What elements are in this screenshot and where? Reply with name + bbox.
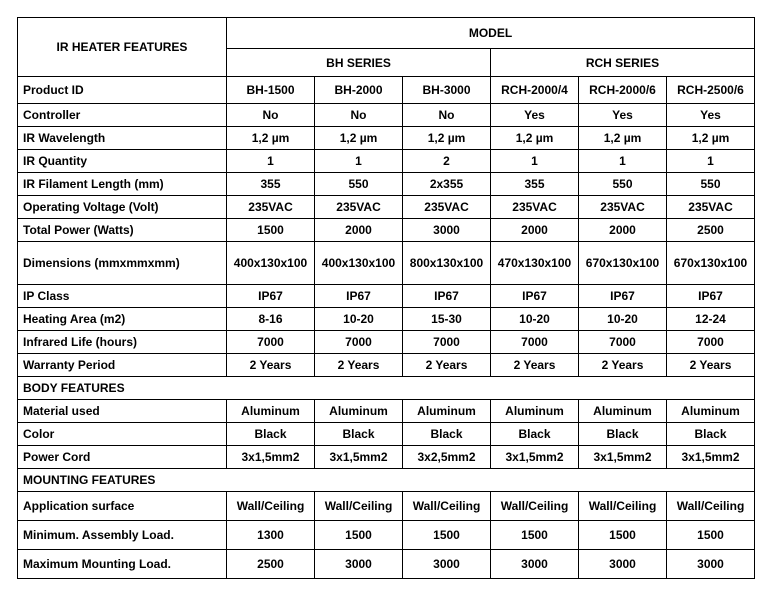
- table-cell: 550: [579, 173, 667, 196]
- table-cell: 3x1,5mm2: [579, 446, 667, 469]
- table-cell: Yes: [491, 104, 579, 127]
- table-cell: 2000: [315, 219, 403, 242]
- table-cell: 1300: [227, 521, 315, 550]
- table-cell: 1,2 µm: [315, 127, 403, 150]
- row-label: Dimensions (mmxmmxmm): [18, 242, 227, 285]
- table-cell: 2500: [667, 219, 755, 242]
- table-cell: 1500: [579, 521, 667, 550]
- table-row: [18, 423, 755, 446]
- table-cell: 1500: [315, 521, 403, 550]
- features-title: IR HEATER FEATURES: [18, 18, 227, 77]
- table-cell: 550: [315, 173, 403, 196]
- table-cell: 2 Years: [403, 354, 491, 377]
- table-cell: 3x1,5mm2: [227, 446, 315, 469]
- table-cell: 1,2 µm: [403, 127, 491, 150]
- table-cell: Black: [227, 423, 315, 446]
- table-row: [18, 127, 755, 150]
- row-label: IP Class: [18, 285, 227, 308]
- product-id-row: [18, 77, 755, 104]
- row-label: Heating Area (m2): [18, 308, 227, 331]
- table-cell: 1: [667, 150, 755, 173]
- table-cell: 1: [491, 150, 579, 173]
- model-header-row: [18, 18, 755, 49]
- table-cell: IP67: [403, 285, 491, 308]
- row-label: IR Wavelength: [18, 127, 227, 150]
- table-cell: No: [315, 104, 403, 127]
- table-cell: 400x130x100: [315, 242, 403, 285]
- product-id-cell: BH-2000: [315, 77, 403, 104]
- table-row: [18, 446, 755, 469]
- table-cell: IP67: [315, 285, 403, 308]
- table-cell: 2000: [579, 219, 667, 242]
- table-cell: 470x130x100: [491, 242, 579, 285]
- table-cell: Wall/Ceiling: [403, 492, 491, 521]
- table-row: [18, 400, 755, 423]
- table-cell: 235VAC: [227, 196, 315, 219]
- row-label: Infrared Life (hours): [18, 331, 227, 354]
- table-row: [18, 242, 755, 285]
- table-cell: 3000: [315, 550, 403, 579]
- table-cell: IP67: [491, 285, 579, 308]
- product-id-cell: RCH-2500/6: [667, 77, 755, 104]
- table-row: [18, 196, 755, 219]
- table-row: [18, 173, 755, 196]
- table-cell: 3000: [579, 550, 667, 579]
- table-row: [18, 354, 755, 377]
- table-cell: 235VAC: [667, 196, 755, 219]
- row-label: IR Filament Length (mm): [18, 173, 227, 196]
- table-cell: Aluminum: [315, 400, 403, 423]
- table-cell: Yes: [667, 104, 755, 127]
- table-cell: 235VAC: [491, 196, 579, 219]
- table-cell: 3000: [491, 550, 579, 579]
- table-cell: 2x355: [403, 173, 491, 196]
- table-cell: 3000: [667, 550, 755, 579]
- table-cell: 10-20: [491, 308, 579, 331]
- row-label: Maximum Mounting Load.: [18, 550, 227, 579]
- table-cell: 355: [491, 173, 579, 196]
- table-cell: 1,2 µm: [227, 127, 315, 150]
- table-cell: Aluminum: [227, 400, 315, 423]
- product-id-cell: RCH-2000/6: [579, 77, 667, 104]
- row-label: Total Power (Watts): [18, 219, 227, 242]
- table-cell: 1500: [491, 521, 579, 550]
- row-label: Controller: [18, 104, 227, 127]
- table-cell: 235VAC: [579, 196, 667, 219]
- table-cell: 235VAC: [403, 196, 491, 219]
- table-cell: 2 Years: [579, 354, 667, 377]
- table-cell: Aluminum: [403, 400, 491, 423]
- row-label: Minimum. Assembly Load.: [18, 521, 227, 550]
- product-id-label: Product ID: [18, 77, 227, 104]
- table-cell: 8-16: [227, 308, 315, 331]
- table-cell: Wall/Ceiling: [491, 492, 579, 521]
- table-row: [18, 492, 755, 521]
- table-cell: Aluminum: [491, 400, 579, 423]
- table-cell: 7000: [315, 331, 403, 354]
- model-label: MODEL: [227, 18, 755, 49]
- product-id-cell: RCH-2000/4: [491, 77, 579, 104]
- table-cell: 15-30: [403, 308, 491, 331]
- row-label: Application surface: [18, 492, 227, 521]
- table-cell: 2 Years: [491, 354, 579, 377]
- product-id-cell: BH-3000: [403, 77, 491, 104]
- table-cell: 2500: [227, 550, 315, 579]
- table-cell: Aluminum: [579, 400, 667, 423]
- row-label: Color: [18, 423, 227, 446]
- bh-series-label: BH SERIES: [227, 49, 491, 77]
- table-row: [18, 219, 755, 242]
- table-cell: 7000: [579, 331, 667, 354]
- table-cell: 1: [315, 150, 403, 173]
- table-row: [18, 331, 755, 354]
- row-label: Material used: [18, 400, 227, 423]
- table-cell: 3x1,5mm2: [315, 446, 403, 469]
- table-cell: 2 Years: [315, 354, 403, 377]
- row-label: IR Quantity: [18, 150, 227, 173]
- table-cell: IP67: [227, 285, 315, 308]
- table-cell: 3x1,5mm2: [491, 446, 579, 469]
- table-cell: 670x130x100: [579, 242, 667, 285]
- mounting-features-heading: MOUNTING FEATURES: [18, 469, 755, 492]
- rch-series-label: RCH SERIES: [491, 49, 755, 77]
- table-cell: 1,2 µm: [579, 127, 667, 150]
- table-cell: No: [403, 104, 491, 127]
- table-cell: Wall/Ceiling: [227, 492, 315, 521]
- table-cell: 7000: [403, 331, 491, 354]
- table-row: [18, 104, 755, 127]
- table-cell: 800x130x100: [403, 242, 491, 285]
- table-cell: 7000: [227, 331, 315, 354]
- table-cell: 3x1,5mm2: [667, 446, 755, 469]
- table-cell: 670x130x100: [667, 242, 755, 285]
- table-cell: 1500: [403, 521, 491, 550]
- table-row: [18, 521, 755, 550]
- table-cell: Yes: [579, 104, 667, 127]
- table-cell: 1: [579, 150, 667, 173]
- table-cell: 235VAC: [315, 196, 403, 219]
- table-row: [18, 285, 755, 308]
- table-cell: Aluminum: [667, 400, 755, 423]
- table-cell: 2 Years: [667, 354, 755, 377]
- table-row: [18, 308, 755, 331]
- table-cell: Black: [491, 423, 579, 446]
- table-cell: 400x130x100: [227, 242, 315, 285]
- table-cell: 1,2 µm: [491, 127, 579, 150]
- table-cell: 10-20: [579, 308, 667, 331]
- section-row: [18, 469, 755, 492]
- table-cell: IP67: [579, 285, 667, 308]
- table-cell: 1: [227, 150, 315, 173]
- ir-heater-spec-table: [17, 17, 755, 579]
- table-cell: Black: [315, 423, 403, 446]
- table-cell: 3000: [403, 550, 491, 579]
- table-cell: Black: [667, 423, 755, 446]
- row-label: Power Cord: [18, 446, 227, 469]
- table-cell: 2000: [491, 219, 579, 242]
- section-row: [18, 377, 755, 400]
- table-row: [18, 550, 755, 579]
- table-cell: Black: [579, 423, 667, 446]
- body-features-heading: BODY FEATURES: [18, 377, 755, 400]
- product-id-cell: BH-1500: [227, 77, 315, 104]
- table-cell: Wall/Ceiling: [579, 492, 667, 521]
- table-cell: 1500: [227, 219, 315, 242]
- table-cell: 7000: [667, 331, 755, 354]
- row-label: Operating Voltage (Volt): [18, 196, 227, 219]
- table-cell: Wall/Ceiling: [315, 492, 403, 521]
- table-row: [18, 150, 755, 173]
- table-cell: 1500: [667, 521, 755, 550]
- table-cell: 550: [667, 173, 755, 196]
- table-cell: 3x2,5mm2: [403, 446, 491, 469]
- table-cell: 3000: [403, 219, 491, 242]
- table-cell: 2: [403, 150, 491, 173]
- table-cell: 12-24: [667, 308, 755, 331]
- table-cell: IP67: [667, 285, 755, 308]
- table-cell: No: [227, 104, 315, 127]
- row-label: Warranty Period: [18, 354, 227, 377]
- table-cell: 10-20: [315, 308, 403, 331]
- table-cell: 1,2 µm: [667, 127, 755, 150]
- table-cell: 2 Years: [227, 354, 315, 377]
- table-cell: Wall/Ceiling: [667, 492, 755, 521]
- table-cell: Black: [403, 423, 491, 446]
- table-cell: 7000: [491, 331, 579, 354]
- table-cell: 355: [227, 173, 315, 196]
